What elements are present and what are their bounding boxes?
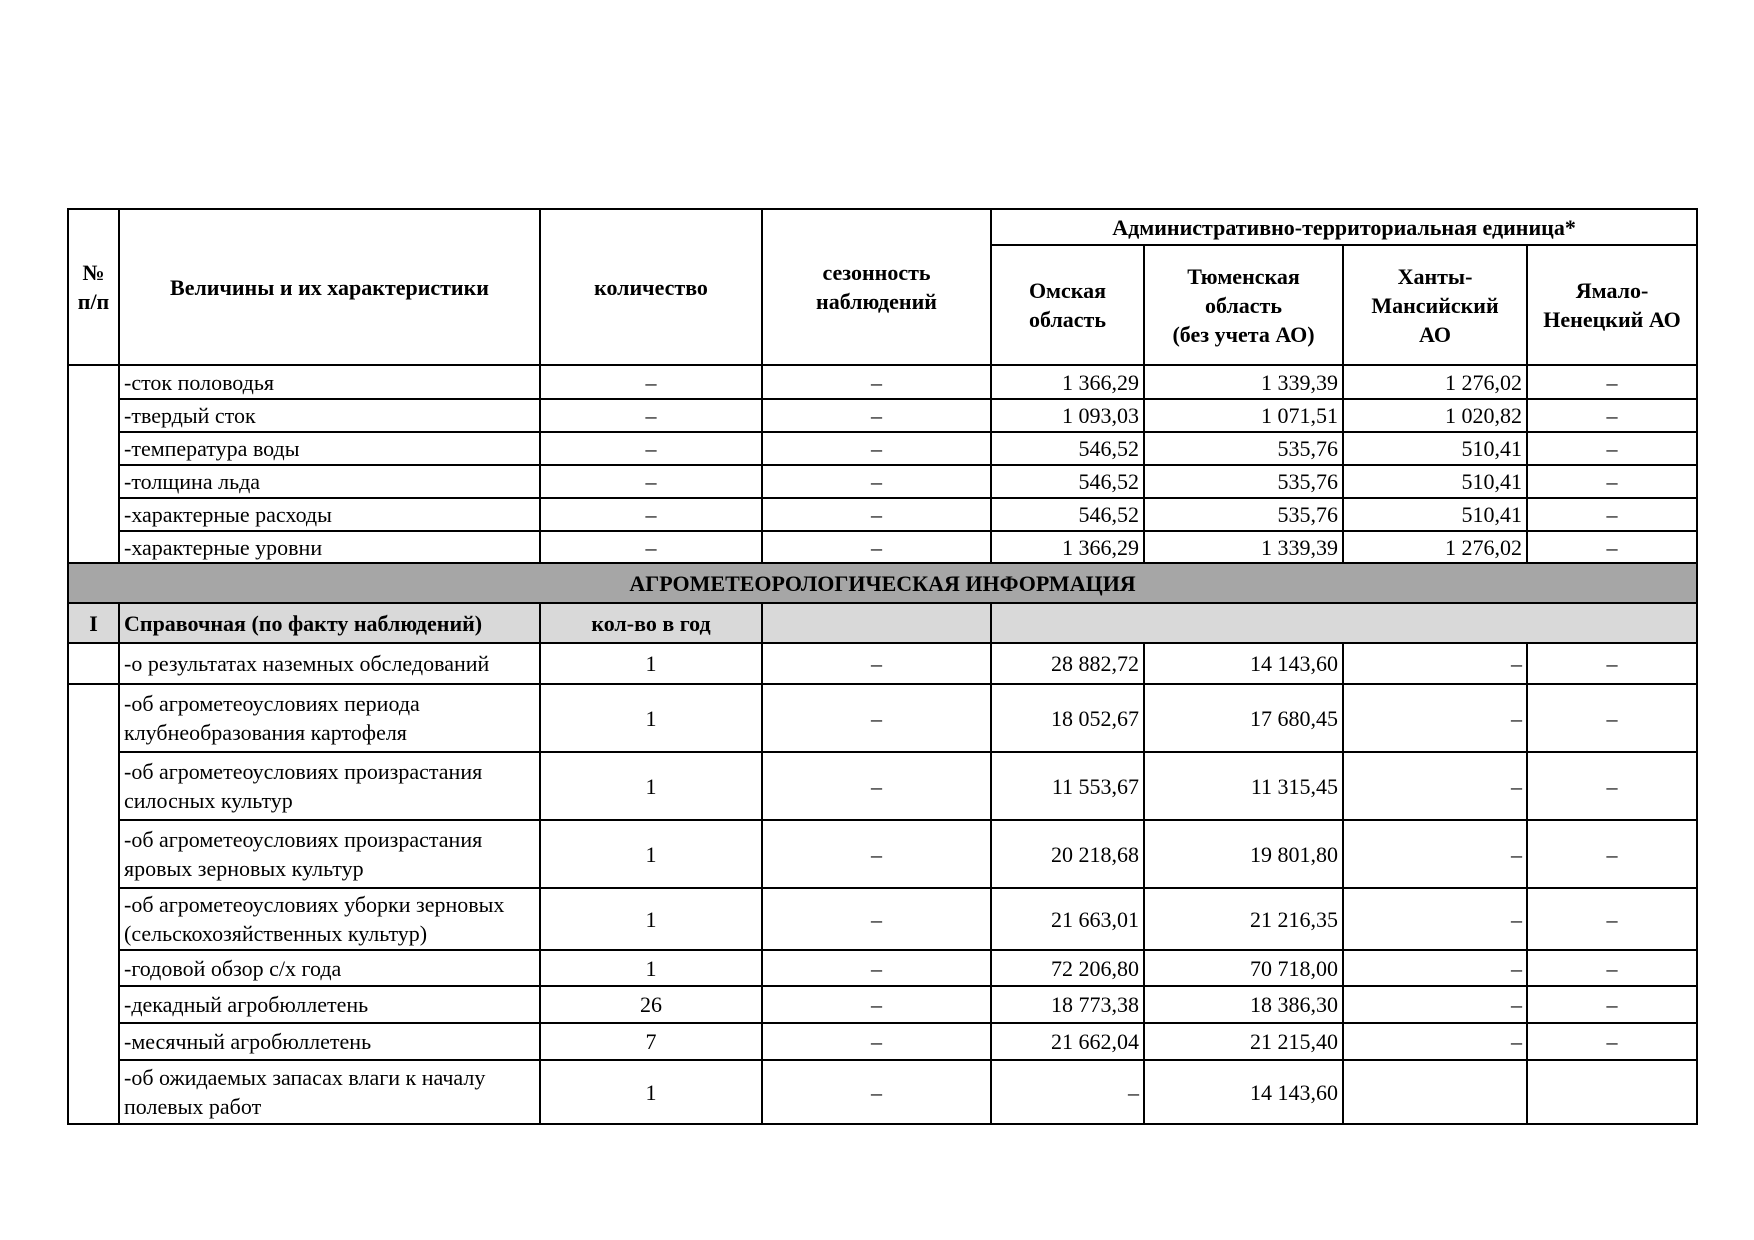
season-cell: –	[762, 465, 991, 498]
season-cell: –	[762, 888, 991, 950]
header-name: Величины и их характеристики	[119, 209, 540, 365]
tyumen-value-cell: 11 315,45	[1144, 752, 1343, 820]
subsection-title: Справочная (по факту наблюдений)	[119, 603, 540, 643]
yanao-value-cell: –	[1527, 888, 1697, 950]
omsk-value-cell: 28 882,72	[991, 643, 1144, 684]
omsk-value-cell: 11 553,67	[991, 752, 1144, 820]
table-row	[68, 820, 1697, 888]
yanao-value-cell: –	[1527, 432, 1697, 465]
row-name-cell: -твердый сток	[119, 399, 540, 432]
omsk-value-cell: 18 052,67	[991, 684, 1144, 752]
yanao-value-cell: –	[1527, 465, 1697, 498]
qty-cell: 1	[540, 752, 762, 820]
yanao-value-cell	[1527, 1060, 1697, 1124]
row-name-cell: -температура воды	[119, 432, 540, 465]
season-cell: –	[762, 365, 991, 399]
omsk-value-cell: 21 663,01	[991, 888, 1144, 950]
khmao-value-cell: 1 020,82	[1343, 399, 1527, 432]
khmao-value-cell: 510,41	[1343, 465, 1527, 498]
season-cell: –	[762, 643, 991, 684]
omsk-value-cell: 546,52	[991, 432, 1144, 465]
row-name-cell: -толщина льда	[119, 465, 540, 498]
table-row	[68, 986, 1697, 1023]
khmao-value-cell: –	[1343, 820, 1527, 888]
omsk-value-cell: 1 366,29	[991, 365, 1144, 399]
table-row	[68, 1023, 1697, 1060]
table-row	[68, 752, 1697, 820]
tyumen-value-cell: 18 386,30	[1144, 986, 1343, 1023]
header-qty: количество	[540, 209, 762, 365]
qty-cell: –	[540, 365, 762, 399]
khmao-value-cell: –	[1343, 950, 1527, 986]
khmao-value-cell: 1 276,02	[1343, 531, 1527, 563]
qty-cell: 1	[540, 1060, 762, 1124]
table-row	[68, 465, 1697, 498]
yanao-value-cell: –	[1527, 1023, 1697, 1060]
season-cell: –	[762, 1023, 991, 1060]
season-cell: –	[762, 531, 991, 563]
yanao-value-cell: –	[1527, 498, 1697, 531]
yanao-value-cell: –	[1527, 399, 1697, 432]
header-region-khmao: Ханты- Мансийский АО	[1343, 245, 1527, 365]
row-name-cell: -декадный агробюллетень	[119, 986, 540, 1023]
omsk-value-cell: 20 218,68	[991, 820, 1144, 888]
tyumen-value-cell: 17 680,45	[1144, 684, 1343, 752]
qty-cell: –	[540, 498, 762, 531]
table-row	[68, 432, 1697, 465]
season-cell: –	[762, 399, 991, 432]
omsk-value-cell: 1 366,29	[991, 531, 1144, 563]
num-cell	[68, 365, 119, 563]
omsk-value-cell: 21 662,04	[991, 1023, 1144, 1060]
table-header	[68, 209, 1697, 365]
row-name-cell: -об агрометеоусловиях произрастания яровых зерновых культур	[119, 820, 540, 888]
tyumen-value-cell: 21 216,35	[1144, 888, 1343, 950]
season-cell: –	[762, 986, 991, 1023]
khmao-value-cell: –	[1343, 986, 1527, 1023]
qty-cell: –	[540, 399, 762, 432]
table-row	[68, 531, 1697, 563]
omsk-value-cell: 18 773,38	[991, 986, 1144, 1023]
khmao-value-cell: –	[1343, 888, 1527, 950]
qty-cell: 1	[540, 950, 762, 986]
khmao-value-cell: –	[1343, 643, 1527, 684]
season-cell: –	[762, 950, 991, 986]
season-cell: –	[762, 684, 991, 752]
row-name-cell: -характерные уровни	[119, 531, 540, 563]
yanao-value-cell: –	[1527, 820, 1697, 888]
tyumen-value-cell: 14 143,60	[1144, 643, 1343, 684]
yanao-value-cell: –	[1527, 986, 1697, 1023]
qty-cell: 7	[540, 1023, 762, 1060]
tyumen-value-cell: 19 801,80	[1144, 820, 1343, 888]
season-cell: –	[762, 498, 991, 531]
season-cell: –	[762, 432, 991, 465]
qty-cell: –	[540, 432, 762, 465]
yanao-value-cell: –	[1527, 684, 1697, 752]
khmao-value-cell	[1343, 1060, 1527, 1124]
qty-cell: –	[540, 531, 762, 563]
header-admin-unit: Административно-территориальная единица*	[991, 209, 1697, 245]
omsk-value-cell: 72 206,80	[991, 950, 1144, 986]
tyumen-value-cell: 70 718,00	[1144, 950, 1343, 986]
khmao-value-cell: 510,41	[1343, 498, 1527, 531]
qty-cell: 1	[540, 684, 762, 752]
row-name-cell: -об агрометеоусловиях произрастания силосных культур	[119, 752, 540, 820]
subsection-empty-cell	[762, 603, 991, 643]
tyumen-value-cell: 1 339,39	[1144, 365, 1343, 399]
khmao-value-cell: –	[1343, 684, 1527, 752]
table-row	[68, 888, 1697, 950]
qty-cell: 26	[540, 986, 762, 1023]
header-region-tyumen: Тюменская область (без учета АО)	[1144, 245, 1343, 365]
khmao-value-cell: 1 276,02	[1343, 365, 1527, 399]
table-body	[68, 365, 1697, 1124]
subsection-empty-cell	[991, 603, 1697, 643]
row-name-cell: -сток половодья	[119, 365, 540, 399]
yanao-value-cell: –	[1527, 950, 1697, 986]
tyumen-value-cell: 535,76	[1144, 432, 1343, 465]
data-table	[67, 208, 1698, 1125]
qty-cell: 1	[540, 643, 762, 684]
row-name-cell: -годовой обзор с/х года	[119, 950, 540, 986]
header-region-omsk: Омская область	[991, 245, 1144, 365]
num-cell	[68, 643, 119, 684]
table-row	[68, 643, 1697, 684]
tyumen-value-cell: 1 339,39	[1144, 531, 1343, 563]
season-cell: –	[762, 752, 991, 820]
yanao-value-cell: –	[1527, 752, 1697, 820]
header-season: сезонность наблюдений	[762, 209, 991, 365]
row-name-cell: -о результатах наземных обследований	[119, 643, 540, 684]
khmao-value-cell: 510,41	[1343, 432, 1527, 465]
header-region-yanao: Ямало- Ненецкий АО	[1527, 245, 1697, 365]
table-row	[68, 684, 1697, 752]
tyumen-value-cell: 535,76	[1144, 465, 1343, 498]
subsection-qty-label: кол-во в год	[540, 603, 762, 643]
table-row	[68, 950, 1697, 986]
num-cell	[68, 684, 119, 1124]
table-row	[68, 399, 1697, 432]
yanao-value-cell: –	[1527, 643, 1697, 684]
header-num: № п/п	[68, 209, 119, 365]
tyumen-value-cell: 535,76	[1144, 498, 1343, 531]
row-name-cell: -месячный агробюллетень	[119, 1023, 540, 1060]
qty-cell: 1	[540, 888, 762, 950]
qty-cell: –	[540, 465, 762, 498]
omsk-value-cell: 546,52	[991, 498, 1144, 531]
row-name-cell: -об агрометеоусловиях уборки зерновых (сельскохозяйственных культур)	[119, 888, 540, 950]
subsection-row	[68, 603, 1697, 643]
row-name-cell: -об ожидаемых запасах влаги к началу полевых работ	[119, 1060, 540, 1124]
qty-cell: 1	[540, 820, 762, 888]
tyumen-value-cell: 1 071,51	[1144, 399, 1343, 432]
omsk-value-cell: 546,52	[991, 465, 1144, 498]
omsk-value-cell: –	[991, 1060, 1144, 1124]
table-row	[68, 1060, 1697, 1124]
row-name-cell: -об агрометеоусловиях периода клубнеобразования картофеля	[119, 684, 540, 752]
row-name-cell: -характерные расходы	[119, 498, 540, 531]
omsk-value-cell: 1 093,03	[991, 399, 1144, 432]
season-cell: –	[762, 1060, 991, 1124]
section-title: АГРОМЕТЕОРОЛОГИЧЕСКАЯ ИНФОРМАЦИЯ	[68, 563, 1697, 603]
tyumen-value-cell: 14 143,60	[1144, 1060, 1343, 1124]
khmao-value-cell: –	[1343, 752, 1527, 820]
table-row	[68, 365, 1697, 399]
season-cell: –	[762, 820, 991, 888]
yanao-value-cell: –	[1527, 531, 1697, 563]
section-title-row	[68, 563, 1697, 603]
yanao-value-cell: –	[1527, 365, 1697, 399]
table-row	[68, 498, 1697, 531]
tyumen-value-cell: 21 215,40	[1144, 1023, 1343, 1060]
khmao-value-cell: –	[1343, 1023, 1527, 1060]
subsection-num: I	[68, 603, 119, 643]
